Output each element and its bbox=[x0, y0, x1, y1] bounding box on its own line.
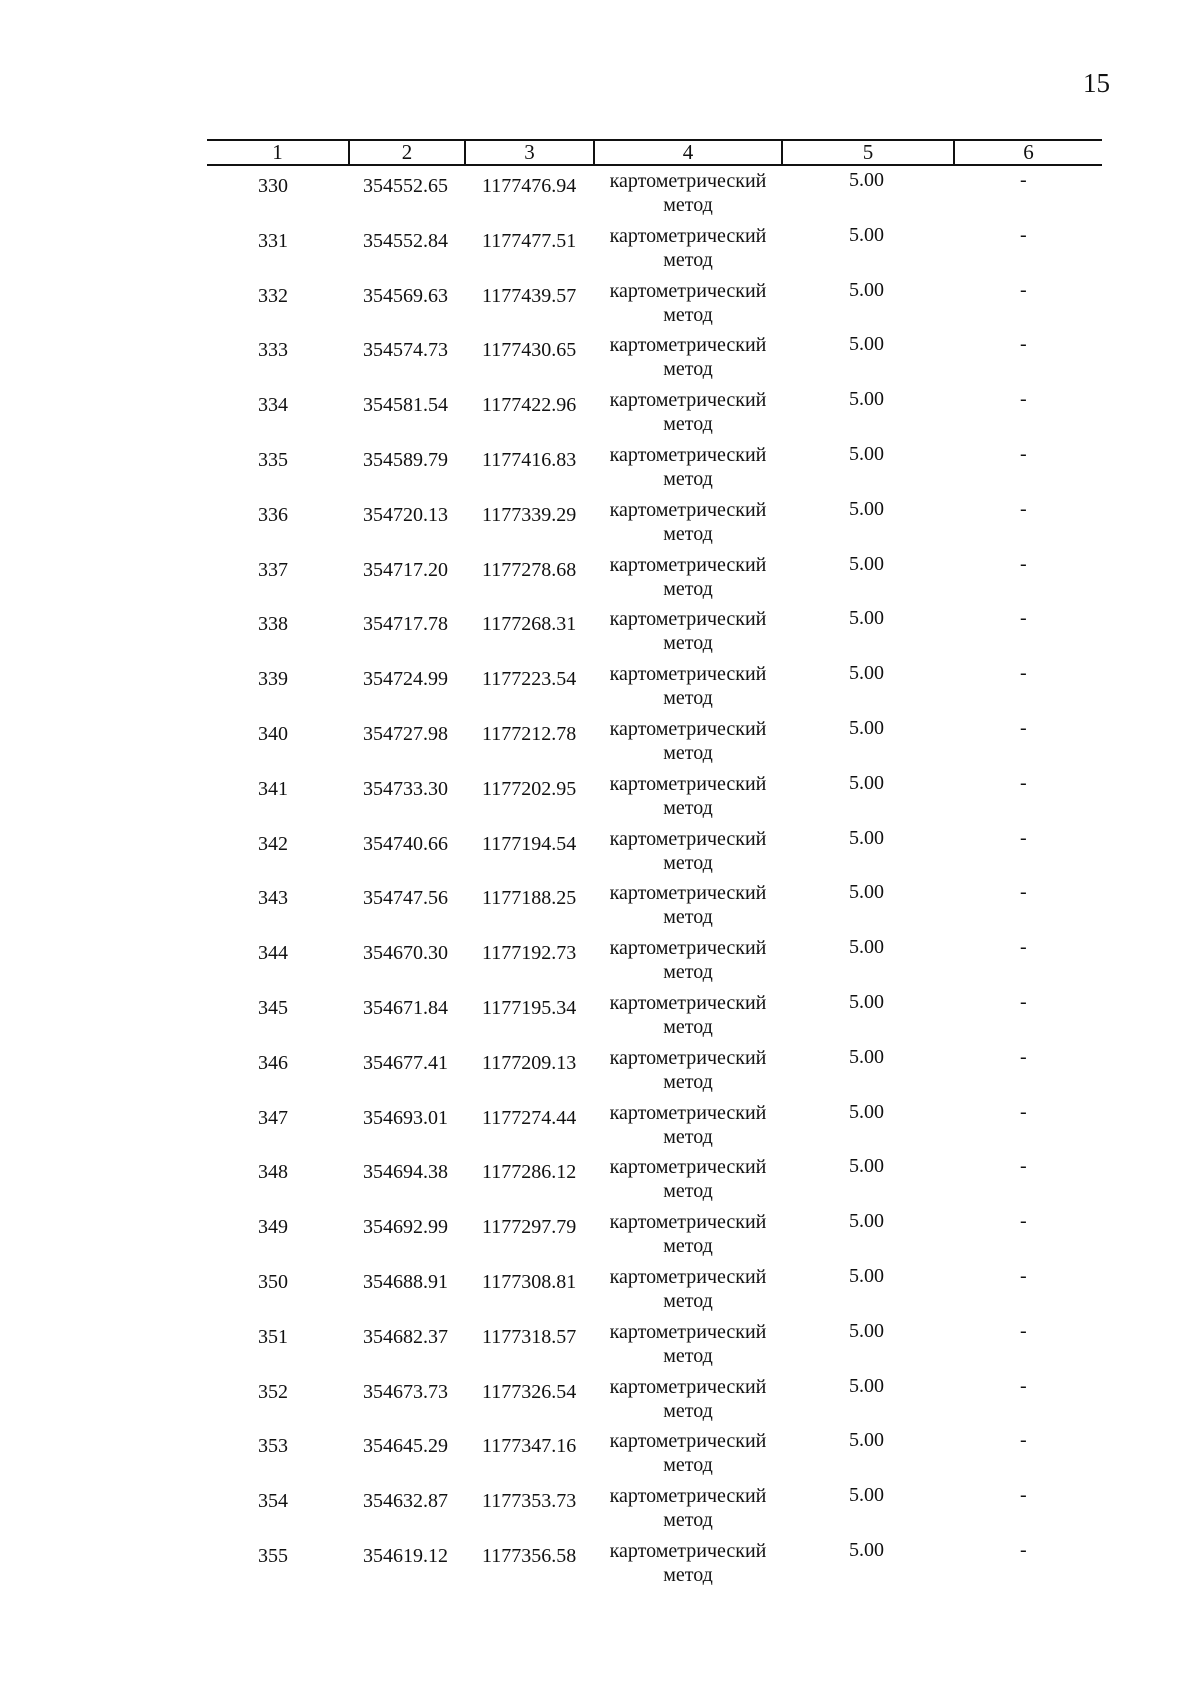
method-line-1: картометрический bbox=[609, 1211, 767, 1234]
description-dash: - bbox=[1020, 1374, 1027, 1397]
header-col-6: 6 bbox=[1023, 140, 1034, 164]
point-number: 340 bbox=[258, 722, 288, 745]
method-line-1: картометрический bbox=[609, 1101, 767, 1124]
description-dash: - bbox=[1020, 442, 1027, 465]
table-row bbox=[0, 881, 1200, 936]
method-line-2: метод bbox=[663, 1070, 713, 1093]
coord-y: 1177347.16 bbox=[482, 1435, 577, 1458]
method-line-1: картометрический bbox=[609, 443, 767, 466]
coord-x: 354552.84 bbox=[363, 229, 448, 252]
method-line-2: метод bbox=[663, 194, 713, 216]
table-row bbox=[0, 662, 1200, 717]
method-line-1: картометрический bbox=[609, 334, 767, 357]
method-cell bbox=[603, 1484, 773, 1532]
coord-x: 354688.91 bbox=[363, 1270, 448, 1293]
method-cell bbox=[603, 1539, 773, 1587]
coord-x: 354574.73 bbox=[363, 339, 448, 362]
description-dash: - bbox=[1020, 881, 1027, 904]
point-number: 333 bbox=[258, 339, 288, 362]
table-row bbox=[0, 279, 1200, 334]
coord-y: 1177202.95 bbox=[482, 777, 577, 800]
description-dash: - bbox=[1020, 1319, 1027, 1342]
method-line-2: метод bbox=[663, 961, 713, 984]
coord-x: 354692.99 bbox=[363, 1216, 448, 1239]
coordinate-table-body bbox=[0, 169, 1200, 1594]
method-line-2: метод bbox=[663, 467, 713, 490]
point-number: 346 bbox=[258, 1051, 288, 1074]
method-line-1: картометрический bbox=[609, 1320, 767, 1343]
accuracy-value: 5.00 bbox=[849, 333, 884, 356]
table-row bbox=[0, 498, 1200, 553]
accuracy-value: 5.00 bbox=[849, 388, 884, 411]
point-number: 343 bbox=[258, 887, 288, 910]
table-row bbox=[0, 1539, 1200, 1594]
method-line-1: картометрический bbox=[609, 937, 767, 960]
method-line-1: картометрический bbox=[609, 1265, 767, 1288]
method-cell bbox=[603, 1429, 773, 1477]
accuracy-value: 5.00 bbox=[849, 169, 884, 191]
method-line-2: метод bbox=[663, 522, 713, 545]
method-line-2: метод bbox=[663, 1125, 713, 1148]
coord-y: 1177356.58 bbox=[482, 1544, 577, 1567]
accuracy-value: 5.00 bbox=[849, 1429, 884, 1452]
point-number: 348 bbox=[258, 1161, 288, 1184]
method-line-2: метод bbox=[663, 1563, 713, 1586]
coord-y: 1177195.34 bbox=[482, 996, 577, 1019]
description-dash: - bbox=[1020, 333, 1027, 356]
accuracy-value: 5.00 bbox=[849, 607, 884, 630]
point-number: 349 bbox=[258, 1216, 288, 1239]
header-col-4: 4 bbox=[682, 140, 694, 164]
coord-y: 1177422.96 bbox=[482, 394, 577, 417]
point-number: 351 bbox=[258, 1325, 288, 1348]
coord-x: 354693.01 bbox=[363, 1106, 448, 1129]
accuracy-value: 5.00 bbox=[849, 1484, 884, 1507]
accuracy-value: 5.00 bbox=[849, 1319, 884, 1342]
method-line-2: метод bbox=[663, 796, 713, 819]
description-dash: - bbox=[1020, 552, 1027, 575]
coord-y: 1177416.83 bbox=[482, 448, 577, 471]
method-cell bbox=[603, 279, 773, 327]
coord-y: 1177353.73 bbox=[482, 1490, 577, 1513]
coord-y: 1177274.44 bbox=[482, 1106, 577, 1129]
accuracy-value: 5.00 bbox=[849, 223, 884, 246]
method-cell bbox=[603, 169, 773, 217]
coord-y: 1177188.25 bbox=[482, 887, 577, 910]
coord-y: 1177223.54 bbox=[482, 668, 577, 691]
point-number: 332 bbox=[258, 284, 288, 307]
method-line-1: картометрический bbox=[609, 553, 767, 576]
method-line-2: метод bbox=[663, 413, 713, 436]
table-row bbox=[0, 224, 1200, 279]
accuracy-value: 5.00 bbox=[849, 990, 884, 1013]
coord-y: 1177477.51 bbox=[482, 229, 577, 252]
method-line-2: метод bbox=[663, 1509, 713, 1532]
table-row bbox=[0, 607, 1200, 662]
header-col-2: 2 bbox=[401, 140, 413, 164]
point-number: 353 bbox=[258, 1435, 288, 1458]
method-cell bbox=[603, 553, 773, 601]
accuracy-value: 5.00 bbox=[849, 1264, 884, 1287]
table-row bbox=[0, 772, 1200, 827]
coord-y: 1177297.79 bbox=[482, 1216, 577, 1239]
method-line-2: метод bbox=[663, 303, 713, 326]
method-cell bbox=[603, 498, 773, 546]
coord-x: 354747.56 bbox=[363, 887, 448, 910]
coord-x: 354740.66 bbox=[363, 832, 448, 855]
accuracy-value: 5.00 bbox=[849, 1374, 884, 1397]
accuracy-value: 5.00 bbox=[849, 552, 884, 575]
method-line-1: картометрический bbox=[609, 717, 767, 740]
table-row bbox=[0, 827, 1200, 882]
method-line-2: метод bbox=[663, 1344, 713, 1367]
point-number: 334 bbox=[258, 394, 288, 417]
header-col-5: 5 bbox=[862, 140, 874, 164]
method-line-2: метод bbox=[663, 687, 713, 710]
method-line-2: метод bbox=[663, 1180, 713, 1203]
accuracy-value: 5.00 bbox=[849, 662, 884, 685]
coord-y: 1177192.73 bbox=[482, 942, 577, 965]
description-dash: - bbox=[1020, 826, 1027, 849]
table-row bbox=[0, 1320, 1200, 1375]
method-line-2: метод bbox=[663, 248, 713, 271]
method-line-2: метод bbox=[663, 1235, 713, 1258]
description-dash: - bbox=[1020, 1484, 1027, 1507]
coord-y: 1177326.54 bbox=[482, 1380, 577, 1403]
coord-x: 354727.98 bbox=[363, 722, 448, 745]
coord-x: 354720.13 bbox=[363, 503, 448, 526]
method-line-1: картометрический bbox=[609, 827, 767, 850]
description-dash: - bbox=[1020, 223, 1027, 246]
method-cell bbox=[603, 881, 773, 929]
method-cell bbox=[603, 827, 773, 875]
description-dash: - bbox=[1020, 607, 1027, 630]
coord-x: 354733.30 bbox=[363, 777, 448, 800]
method-cell bbox=[603, 717, 773, 765]
table-row bbox=[0, 936, 1200, 991]
table-row bbox=[0, 1484, 1200, 1539]
description-dash: - bbox=[1020, 662, 1027, 685]
point-number: 331 bbox=[258, 229, 288, 252]
method-line-1: картометрический bbox=[609, 170, 767, 192]
point-number: 337 bbox=[258, 558, 288, 581]
point-number: 342 bbox=[258, 832, 288, 855]
coord-x: 354569.63 bbox=[363, 284, 448, 307]
method-cell bbox=[603, 662, 773, 710]
method-cell bbox=[603, 333, 773, 381]
coord-x: 354724.99 bbox=[363, 668, 448, 691]
method-line-2: метод bbox=[663, 577, 713, 600]
table-row bbox=[0, 717, 1200, 772]
coord-x: 354671.84 bbox=[363, 996, 448, 1019]
description-dash: - bbox=[1020, 1210, 1027, 1233]
method-cell bbox=[603, 936, 773, 984]
description-dash: - bbox=[1020, 1264, 1027, 1287]
method-cell bbox=[603, 1375, 773, 1423]
point-number: 350 bbox=[258, 1270, 288, 1293]
method-line-1: картометрический bbox=[609, 1375, 767, 1398]
table-row bbox=[0, 1375, 1200, 1430]
method-line-2: метод bbox=[663, 632, 713, 655]
coord-y: 1177339.29 bbox=[482, 503, 577, 526]
point-number: 347 bbox=[258, 1106, 288, 1129]
coord-y: 1177209.13 bbox=[482, 1051, 577, 1074]
method-line-2: метод bbox=[663, 1399, 713, 1422]
description-dash: - bbox=[1020, 1538, 1027, 1561]
accuracy-value: 5.00 bbox=[849, 497, 884, 520]
point-number: 352 bbox=[258, 1380, 288, 1403]
method-line-2: метод bbox=[663, 358, 713, 381]
description-dash: - bbox=[1020, 388, 1027, 411]
description-dash: - bbox=[1020, 990, 1027, 1013]
coord-x: 354673.73 bbox=[363, 1380, 448, 1403]
point-number: 345 bbox=[258, 996, 288, 1019]
accuracy-value: 5.00 bbox=[849, 1155, 884, 1178]
method-line-2: метод bbox=[663, 1289, 713, 1312]
point-number: 344 bbox=[258, 942, 288, 965]
coord-x: 354670.30 bbox=[363, 942, 448, 965]
table-row bbox=[0, 443, 1200, 498]
accuracy-value: 5.00 bbox=[849, 826, 884, 849]
coord-y: 1177476.94 bbox=[482, 175, 577, 197]
method-cell bbox=[603, 1210, 773, 1258]
table-row bbox=[0, 1429, 1200, 1484]
method-line-1: картометрический bbox=[609, 608, 767, 631]
accuracy-value: 5.00 bbox=[849, 881, 884, 904]
table-row bbox=[0, 333, 1200, 388]
coord-x: 354717.20 bbox=[363, 558, 448, 581]
coord-y: 1177268.31 bbox=[482, 613, 577, 636]
accuracy-value: 5.00 bbox=[849, 1538, 884, 1561]
table-row bbox=[0, 1265, 1200, 1320]
method-line-1: картометрический bbox=[609, 1430, 767, 1453]
method-line-2: метод bbox=[663, 741, 713, 764]
coord-y: 1177439.57 bbox=[482, 284, 577, 307]
method-cell bbox=[603, 607, 773, 655]
coord-y: 1177308.81 bbox=[482, 1270, 577, 1293]
table-row bbox=[0, 553, 1200, 608]
coord-x: 354589.79 bbox=[363, 448, 448, 471]
table-row bbox=[0, 169, 1200, 224]
description-dash: - bbox=[1020, 1045, 1027, 1068]
description-dash: - bbox=[1020, 1429, 1027, 1452]
description-dash: - bbox=[1020, 716, 1027, 739]
description-dash: - bbox=[1020, 771, 1027, 794]
method-line-2: метод bbox=[663, 906, 713, 929]
coord-x: 354552.65 bbox=[363, 175, 448, 197]
method-line-1: картометрический bbox=[609, 1046, 767, 1069]
accuracy-value: 5.00 bbox=[849, 716, 884, 739]
point-number: 338 bbox=[258, 613, 288, 636]
description-dash: - bbox=[1020, 1100, 1027, 1123]
method-cell bbox=[603, 1101, 773, 1149]
table-row bbox=[0, 1101, 1200, 1156]
point-number: 355 bbox=[258, 1544, 288, 1567]
method-line-1: картометрический bbox=[609, 991, 767, 1014]
coord-y: 1177212.78 bbox=[482, 722, 577, 745]
coord-x: 354682.37 bbox=[363, 1325, 448, 1348]
point-number: 335 bbox=[258, 448, 288, 471]
header-bottom-rule bbox=[207, 164, 1102, 166]
method-cell bbox=[603, 991, 773, 1039]
description-dash: - bbox=[1020, 169, 1027, 191]
coord-x: 354632.87 bbox=[363, 1490, 448, 1513]
method-cell bbox=[603, 1265, 773, 1313]
method-line-1: картометрический bbox=[609, 498, 767, 521]
coord-x: 354619.12 bbox=[363, 1544, 448, 1567]
coord-y: 1177286.12 bbox=[482, 1161, 577, 1184]
coord-y: 1177318.57 bbox=[482, 1325, 577, 1348]
method-cell bbox=[603, 1155, 773, 1203]
method-cell bbox=[603, 772, 773, 820]
method-line-2: метод bbox=[663, 851, 713, 874]
accuracy-value: 5.00 bbox=[849, 1100, 884, 1123]
table-row bbox=[0, 991, 1200, 1046]
method-cell bbox=[603, 443, 773, 491]
header-col-3: 3 bbox=[524, 140, 535, 164]
point-number: 341 bbox=[258, 777, 288, 800]
coord-y: 1177278.68 bbox=[482, 558, 577, 581]
method-line-1: картометрический bbox=[609, 1485, 767, 1508]
accuracy-value: 5.00 bbox=[849, 442, 884, 465]
coord-x: 354677.41 bbox=[363, 1051, 448, 1074]
description-dash: - bbox=[1020, 278, 1027, 301]
coord-x: 354694.38 bbox=[363, 1161, 448, 1184]
table-row bbox=[0, 388, 1200, 443]
coord-x: 354717.78 bbox=[363, 613, 448, 636]
accuracy-value: 5.00 bbox=[849, 771, 884, 794]
description-dash: - bbox=[1020, 497, 1027, 520]
description-dash: - bbox=[1020, 936, 1027, 959]
table-row bbox=[0, 1046, 1200, 1101]
method-cell bbox=[603, 224, 773, 272]
page-number: 15 bbox=[1083, 68, 1110, 98]
method-line-1: картометрический bbox=[609, 882, 767, 905]
coord-x: 354581.54 bbox=[363, 394, 448, 417]
accuracy-value: 5.00 bbox=[849, 1045, 884, 1068]
method-line-1: картометрический bbox=[609, 224, 767, 247]
method-line-1: картометрический bbox=[609, 279, 767, 302]
header-col-1: 1 bbox=[272, 140, 283, 164]
table-header bbox=[207, 137, 1102, 167]
coord-y: 1177194.54 bbox=[482, 832, 577, 855]
point-number: 330 bbox=[258, 175, 288, 197]
method-cell bbox=[603, 1046, 773, 1094]
method-cell bbox=[603, 1320, 773, 1368]
accuracy-value: 5.00 bbox=[849, 278, 884, 301]
method-line-1: картометрический bbox=[609, 1156, 767, 1179]
point-number: 339 bbox=[258, 668, 288, 691]
method-line-2: метод bbox=[663, 1015, 713, 1038]
method-cell bbox=[603, 388, 773, 436]
method-line-2: метод bbox=[663, 1454, 713, 1477]
method-line-1: картометрический bbox=[609, 772, 767, 795]
method-line-1: картометрический bbox=[609, 1539, 767, 1562]
point-number: 354 bbox=[258, 1490, 288, 1513]
method-line-1: картометрический bbox=[609, 663, 767, 686]
coord-x: 354645.29 bbox=[363, 1435, 448, 1458]
coord-y: 1177430.65 bbox=[482, 339, 577, 362]
accuracy-value: 5.00 bbox=[849, 1210, 884, 1233]
method-line-1: картометрический bbox=[609, 389, 767, 412]
table-row bbox=[0, 1155, 1200, 1210]
table-row bbox=[0, 1210, 1200, 1265]
accuracy-value: 5.00 bbox=[849, 936, 884, 959]
point-number: 336 bbox=[258, 503, 288, 526]
description-dash: - bbox=[1020, 1155, 1027, 1178]
